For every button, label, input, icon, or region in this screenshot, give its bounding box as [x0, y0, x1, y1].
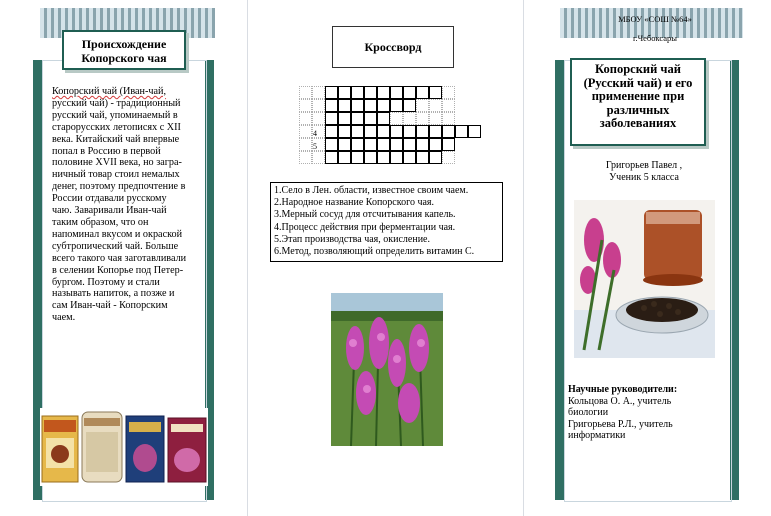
- left-line-1: Копорский чай (Иван-чай,: [52, 86, 167, 97]
- tea-packages-svg: [40, 408, 208, 486]
- crossword-cell[interactable]: [416, 86, 429, 99]
- clue-4: 4.Процесс действия при ферментации чая.: [274, 221, 456, 233]
- grid-guide-cell: [299, 112, 312, 125]
- left-line-2: русский чай) - традиционный: [52, 97, 181, 109]
- crossword-cell[interactable]: [403, 138, 416, 151]
- crossword-cell[interactable]: [377, 151, 390, 164]
- clue-3: 3.Мерный сосуд для отсчитывания капель.: [274, 209, 456, 221]
- crossword-cell[interactable]: [338, 138, 351, 151]
- left-line-13: напоминал вкусом и окраской: [52, 228, 183, 240]
- right-green-bar-left: [555, 60, 564, 500]
- crossword-cell[interactable]: [351, 112, 364, 125]
- crossword-cell[interactable]: [338, 112, 351, 125]
- left-panel: [0, 0, 247, 516]
- crossword-cell[interactable]: [442, 125, 455, 138]
- crossword-cell[interactable]: [390, 86, 403, 99]
- crossword-cell[interactable]: [364, 86, 377, 99]
- left-line-17: бургом. Поэтому и стали: [52, 276, 160, 288]
- crossword-cell[interactable]: [403, 151, 416, 164]
- crossword-cell[interactable]: [403, 125, 416, 138]
- left-paragraph: [52, 86, 212, 324]
- crossword-cell[interactable]: [416, 138, 429, 151]
- crossword-cell[interactable]: [377, 86, 390, 99]
- supervisor-1-subject: биологии: [568, 407, 609, 419]
- separator-1: [247, 0, 248, 516]
- crossword-cell[interactable]: [338, 151, 351, 164]
- school-name: МБОУ «СОШ №64»: [618, 14, 692, 24]
- crossword-cell[interactable]: [390, 151, 403, 164]
- grid-guide-cell: [416, 99, 429, 112]
- fireweed-svg: [331, 293, 443, 446]
- supervisors-heading: Научные руководители:: [568, 384, 678, 395]
- left-title: [62, 30, 186, 70]
- crossword-title-text: Кроссворд: [364, 40, 422, 54]
- tea-cup-svg: [574, 200, 715, 358]
- tea-packages-image: [40, 408, 208, 486]
- clue-1: 1.Село в Лен. области, известное своим чаем.: [274, 185, 469, 196]
- clue-6: 6.Метод, позволяющий определить витамин С.: [274, 246, 475, 258]
- separator-2: [523, 0, 524, 516]
- crossword-cell[interactable]: [442, 138, 455, 151]
- supervisors-block: [568, 384, 728, 442]
- row-number-4: 4: [313, 129, 317, 138]
- crossword-cell[interactable]: [338, 86, 351, 99]
- left-line-14: субтропический чай. Больше: [52, 240, 179, 252]
- crossword-cell[interactable]: [390, 138, 403, 151]
- grid-guide-cell: [442, 112, 455, 125]
- grid-guide-cell: [299, 99, 312, 112]
- author-block: [574, 160, 714, 184]
- grid-guide-cell: [299, 86, 312, 99]
- crossword-cell[interactable]: [468, 125, 481, 138]
- left-line-11: чаю. Заваривали Иван-чай: [52, 205, 167, 217]
- crossword-cell[interactable]: [338, 125, 351, 138]
- left-line-10: России отдавали русскому: [52, 193, 167, 205]
- crossword-cell[interactable]: [325, 138, 338, 151]
- left-line-8: ничный товар стоил немалых: [52, 169, 180, 181]
- grid-guide-cell: [429, 99, 442, 112]
- crossword-title: [332, 26, 454, 68]
- crossword-cell[interactable]: [364, 151, 377, 164]
- grid-guide-cell: [442, 99, 455, 112]
- crossword-cell[interactable]: [364, 125, 377, 138]
- crossword-cell[interactable]: [351, 138, 364, 151]
- crossword-cell[interactable]: [325, 99, 338, 112]
- left-line-9: денег, поэтому предпочтение в: [52, 181, 186, 193]
- grid-guide-cell: [442, 151, 455, 164]
- left-line-12: таким образом, что он: [52, 216, 149, 228]
- crossword-cell[interactable]: [325, 151, 338, 164]
- left-line-6: попал в Россию в первой: [52, 145, 161, 157]
- crossword-cell[interactable]: [429, 86, 442, 99]
- author-grade: Ученик 5 класса: [609, 172, 679, 183]
- crossword-cell[interactable]: [429, 151, 442, 164]
- crossword-cell[interactable]: [416, 125, 429, 138]
- crossword-cell[interactable]: [377, 99, 390, 112]
- crossword-clues: [270, 182, 503, 262]
- crossword-cell[interactable]: [351, 99, 364, 112]
- crossword-cell[interactable]: [403, 86, 416, 99]
- crossword-cell[interactable]: [364, 112, 377, 125]
- left-line-16: в селении Копорье под Петер-: [52, 264, 184, 276]
- left-title-text: Происхождение Копорского чая: [81, 37, 167, 65]
- crossword-cell[interactable]: [338, 99, 351, 112]
- crossword-cell[interactable]: [403, 99, 416, 112]
- crossword-cell[interactable]: [390, 125, 403, 138]
- crossword-cell[interactable]: [351, 151, 364, 164]
- left-line-5: века. Китайский чай впервые: [52, 133, 180, 145]
- row-number-5: 5: [313, 142, 317, 151]
- left-line-18: называть напиток, а позже и: [52, 288, 175, 300]
- author-name: Григорьев Павел ,: [605, 160, 683, 171]
- crossword-cell[interactable]: [377, 112, 390, 125]
- crossword-cell[interactable]: [325, 125, 338, 138]
- grid-guide-cell: [429, 112, 442, 125]
- grid-guide-cell: [403, 112, 416, 125]
- crossword-cell[interactable]: [455, 125, 468, 138]
- crossword-cell[interactable]: [429, 125, 442, 138]
- school-header: [600, 14, 710, 44]
- left-line-15: всего такого чая заготавливали: [52, 252, 187, 264]
- right-title-text: Копорский чай (Русский чай) и его применение при различных заболеваниях: [583, 62, 693, 130]
- supervisor-2-subject: информатики: [568, 430, 626, 442]
- right-title: [570, 58, 706, 146]
- crossword-cell[interactable]: [325, 86, 338, 99]
- school-city: г.Чебоксары: [632, 33, 678, 43]
- crossword-cell[interactable]: [364, 138, 377, 151]
- crossword-cell[interactable]: [351, 125, 364, 138]
- crossword-cell[interactable]: [377, 138, 390, 151]
- crossword-cell[interactable]: [377, 125, 390, 138]
- clue-2: 2.Народное название Копорского чая.: [274, 197, 435, 209]
- crossword-cell[interactable]: [416, 151, 429, 164]
- supervisor-1: Кольцова О. А., учитель: [568, 395, 672, 407]
- crossword-cell[interactable]: [429, 138, 442, 151]
- grid-guide-cell: [390, 112, 403, 125]
- left-line-3: русский чай, упоминаемый в: [52, 109, 178, 121]
- crossword-cell[interactable]: [325, 112, 338, 125]
- left-line-19: сам Иван-чай - Копорским: [52, 300, 168, 312]
- left-line-7: половине XVII века, но загра-: [52, 157, 182, 169]
- crossword-cell[interactable]: [351, 86, 364, 99]
- grid-guide-cell: [442, 86, 455, 99]
- left-line-4: старорусских летописях с XII: [52, 121, 181, 133]
- tea-cup-image: [574, 200, 715, 358]
- middle-panel: [259, 0, 511, 516]
- crossword-cell[interactable]: [390, 99, 403, 112]
- grid-guide-cell: [416, 112, 429, 125]
- right-panel: [540, 0, 771, 516]
- supervisor-2: Григорьева Р.Л., учитель: [568, 418, 673, 430]
- clue-5: 5.Этап производства чая, окисление.: [274, 233, 430, 245]
- left-line-20: чаем.: [52, 312, 76, 324]
- crossword-cell[interactable]: [364, 99, 377, 112]
- crossword-grid: [299, 86, 499, 176]
- fireweed-image: [331, 293, 443, 446]
